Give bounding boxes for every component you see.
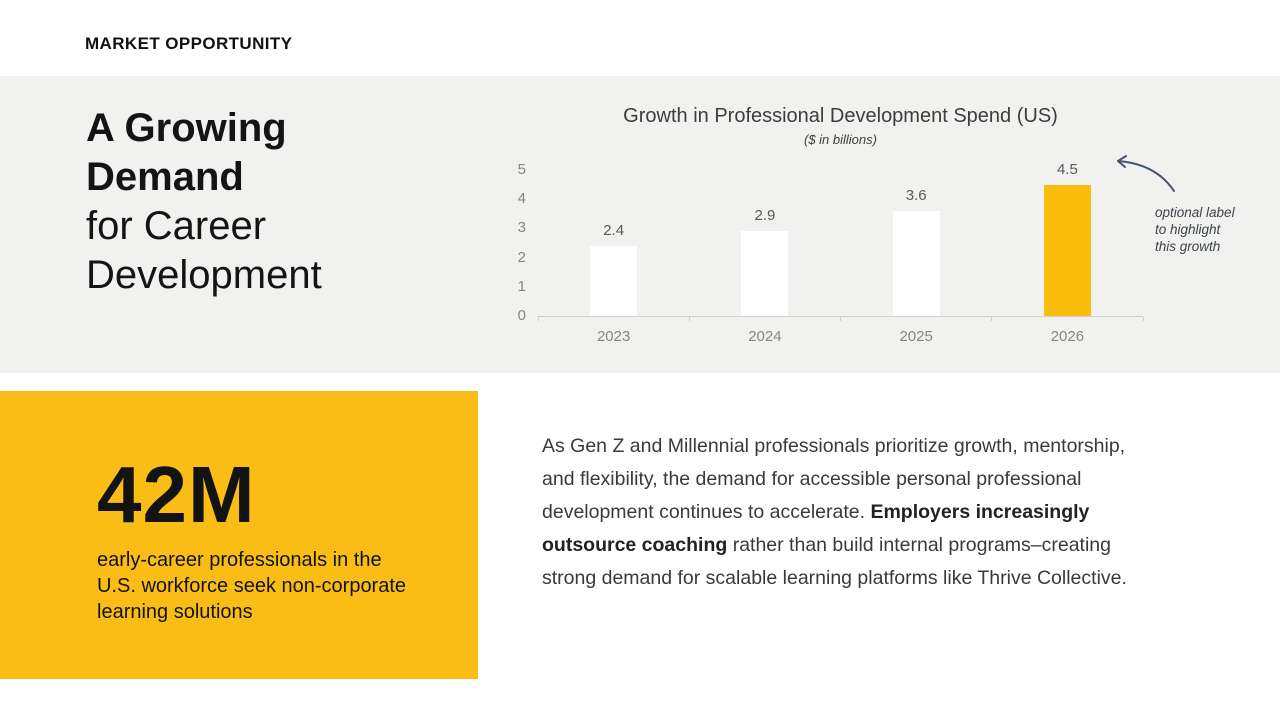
headline-line-4: Development xyxy=(86,253,322,297)
y-tick-label: 5 xyxy=(517,161,526,178)
kicker: MARKET OPPORTUNITY xyxy=(85,34,293,53)
x-tick-label: 2023 xyxy=(596,328,631,345)
stat-box xyxy=(0,391,478,679)
y-tick-label: 1 xyxy=(517,277,526,295)
y-tick-label: 0 xyxy=(517,307,526,324)
headline-line-2: Demand xyxy=(86,155,244,199)
y-tick-label: 4 xyxy=(517,190,526,208)
x-tick-label: 2025 xyxy=(899,328,933,345)
body-text-before: As Gen Z and Millennial professionals prioritize growth, mentorship, and flexibility, the demand for accessible personal professional development continues to accelerate. xyxy=(542,435,1126,523)
chart-subtitle: ($ in billions) xyxy=(804,132,877,147)
y-tick-label: 3 xyxy=(517,219,526,237)
annotation-arrow-icon xyxy=(1108,153,1180,197)
bar-value-label: 4.5 xyxy=(1056,160,1078,178)
stat-value: 42M xyxy=(97,450,256,539)
annotation-line-1: optional label xyxy=(1155,205,1235,220)
chart-annotation xyxy=(1155,204,1275,255)
headline xyxy=(86,104,322,300)
body-paragraph xyxy=(542,430,1137,595)
bar-value-label: 3.6 xyxy=(905,186,927,204)
bar-value-label: 2.4 xyxy=(603,221,625,239)
x-tick-label: 2026 xyxy=(1050,328,1085,345)
body-text-after: rather than build internal programs–creating strong demand for scalable learning platforms like Thrive Collective. xyxy=(542,534,1127,589)
x-tick-label: 2024 xyxy=(748,328,782,345)
annotation-line-3: this growth xyxy=(1155,239,1221,254)
stat-content xyxy=(97,450,407,625)
bar-value-label: 2.9 xyxy=(754,207,776,225)
y-tick-label: 2 xyxy=(517,248,526,266)
chart-title: Growth in Professional Development Spend (US) xyxy=(623,105,1058,127)
headline-line-3: for Career xyxy=(86,204,267,248)
headline-line-1: A Growing xyxy=(86,106,287,150)
annotation-line-2: to highlight xyxy=(1155,222,1221,237)
stat-caption: early-career professionals in the U.S. workforce seek non-corporate learning solutions xyxy=(97,549,407,623)
body-text-bold: Employers increasingly outsource coaching xyxy=(542,501,1090,556)
